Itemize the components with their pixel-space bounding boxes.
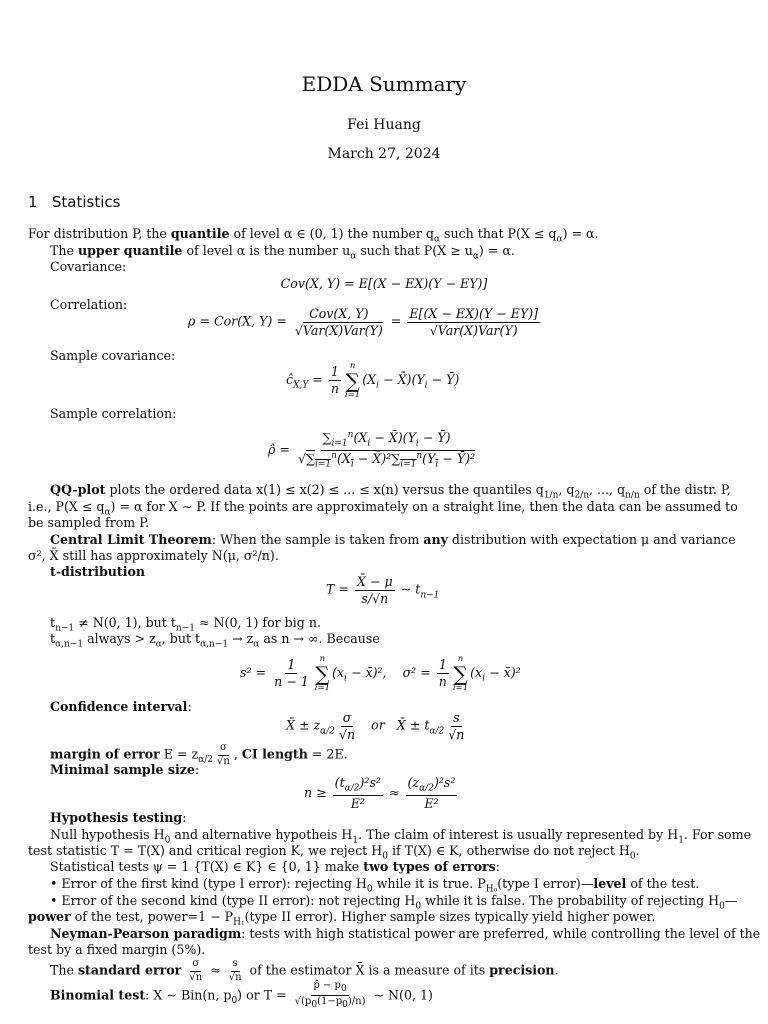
paper-title: EDDA Summary	[301, 72, 467, 96]
sample-correlation-label: Sample correlation:	[50, 406, 177, 421]
correlation-formula: ρ = Cor(X, Y) = $\frac{\text{Cov(X, Y)}}{\text{√Var(X)Var(Y)}}$ = $\frac{E[(X - EX)(Y - EY)]}{\text{√Var(X)Var(Y)}}$	[188, 306, 539, 338]
quantile-definition: For distribution P, the quantile of level α ∈ (0, 1) the number $q_\alpha$ such that $P(X \le q_\alpha) = \alpha$.	[28, 226, 599, 245]
statistical-tests-line: Statistical tests ψ = 1 {T(X) ∈ K} ∈ {0, 1} make two types of errors:	[50, 859, 500, 874]
null-hypothesis-line2: test statistic T = T(X) and critical region K, we reject $H_0$ if T(X) ∈ K, otherwise do not reject $H_0$.	[28, 843, 640, 862]
margin-of-error: margin of error $E = z_{\alpha/2}$ $\frac{\sigma}{√n}$ , CI length = 2E.	[50, 742, 348, 767]
null-hypothesis-line1: Null hypothesis $H_0$ and alternative hypotheis $H_1$. The claim of interest is usually represented by $H_1$. For some	[50, 827, 752, 846]
t-distribution-heading: t-distribution	[50, 564, 146, 579]
sample-covariance-formula: $ĉ_{X,Y}$ = $\frac{1}{n}$ n ∑ i=1 ($X_i$ − $X̄)(Y_i$ − Ȳ)	[286, 361, 460, 400]
qq-plot-line1: QQ-plot plots the ordered data x(1) ≤ x(2) ≤ ... ≤ x(n) versus the quantiles $q_{1/n}$, $q_{2/n}$, ..., $q_{n/n}$ of the distr. P,	[50, 482, 731, 501]
sample-covariance-label: Sample covariance:	[50, 348, 176, 363]
covariance-formula: Cov(X, Y) = E[(X − EX)(Y − EY)]	[280, 276, 488, 291]
neyman-pearson-line2: test by a fixed margin (5%).	[28, 942, 206, 957]
minimal-sample-size-heading: Minimal sample size:	[50, 762, 200, 777]
t-note-1: $t_{n-1} \ne N(0$, 1), but $t_{n-1} \approx N(0$, 1) for big n.	[50, 615, 321, 634]
paper-date: March 27, 2024	[327, 146, 441, 162]
clt-line2: σ², X̄ still has approximately N(μ, σ²/n).	[28, 548, 279, 563]
section-number: 1	[28, 193, 38, 211]
covariance-label: Covariance:	[50, 259, 127, 274]
correlation-label: Correlation:	[50, 297, 128, 312]
standard-error-line: The standard error $\frac{\sigma}{√n}$ ≈ $\frac{s}{√n}$ of the estimator X̄ is a measure of its precision.	[50, 958, 559, 983]
t-statistic-formula: T = $\frac{X̄ - \mu}{s/√n}$ ∼ $t_{n-1}$	[326, 574, 440, 606]
binomial-test-line: Binomial test: X ∼ Bin(n, $p_0$) or T = $\frac{p̂ - p_0}{√(p_0(1-p_0)/n)}$ ∼ N(0, 1)	[50, 980, 433, 1011]
clt-line1: Central Limit Theorem: When the sample is taken from any distribution with expectation μ and variance	[50, 532, 736, 547]
t-note-2: $t_{\alpha,n-1}$ always > $z_\alpha$, but $t_{\alpha,n-1} \to z_\alpha$ as n → ∞. Because	[50, 631, 380, 650]
qq-plot-line3: be sampled from P.	[28, 515, 150, 530]
paper-author: Fei Huang	[347, 117, 421, 133]
variance-formulas: s² = $\frac{1}{n - 1}$ n ∑ i=1 ($x_i$ − x̄)², σ² = $\frac{1}{n}$ n ∑ i=1 ($x_i$ − x̄)²	[240, 654, 521, 693]
hypothesis-testing-heading: Hypothesis testing:	[50, 810, 187, 825]
confidence-interval-heading: Confidence interval:	[50, 699, 192, 714]
sample-correlation-formula: ρ̂ = $\frac{\sum_{i=1}^n(X_i - X̄)(Y_i - Ȳ)}{√\sum_{i=1}^n(X_i - X̄)^2\sum_{i=1}^n(Y_i - Ȳ)^2}$	[268, 430, 476, 470]
neyman-pearson-line1: Neyman-Pearson paradigm: tests with high statistical power are preferred, while controlling the level of the	[50, 926, 761, 941]
confidence-interval-formula: X̄ ± $z_{\alpha/2}$ $\frac{\sigma}{√n}$ or X̄ ± $t_{\alpha/2}$ $\frac{s}{√n}$	[286, 710, 465, 742]
minimal-sample-size-formula: n ≥ $\frac{(t_{\alpha/2})^2s^2}{\text{E²}}$ ≈ $\frac{(z_{\alpha/2})^2s^2}{\text{E²}}$	[304, 775, 456, 811]
type-two-error-line2: power of the test, power=1 − $P_{H_1}(type$ II error). Higher sample sizes typically yield higher power.	[28, 909, 656, 928]
upper-quantile-definition: The upper quantile of level α is the number $u_\alpha$ such that $P(X \ge u_\alpha) = \alpha$.	[50, 243, 515, 262]
qq-plot-line2: i.e., $P(X \le q_\alpha) = \alpha$ for X ∼ P. If the points are approximately on a straight line, then the data can be assumed to	[28, 499, 738, 518]
type-one-error: • Error of the first kind (type I error): rejecting $H_0$ while it is true. $P_{H_0}(type$ I error)—level of the test.	[50, 876, 700, 895]
section-title: Statistics	[51, 193, 121, 211]
type-two-error-line1: • Error of the second kind (type II error): not rejecting $H_0$ while it is false. The probability of rejecting $H_0—$	[50, 893, 738, 912]
section-heading	[28, 193, 120, 211]
